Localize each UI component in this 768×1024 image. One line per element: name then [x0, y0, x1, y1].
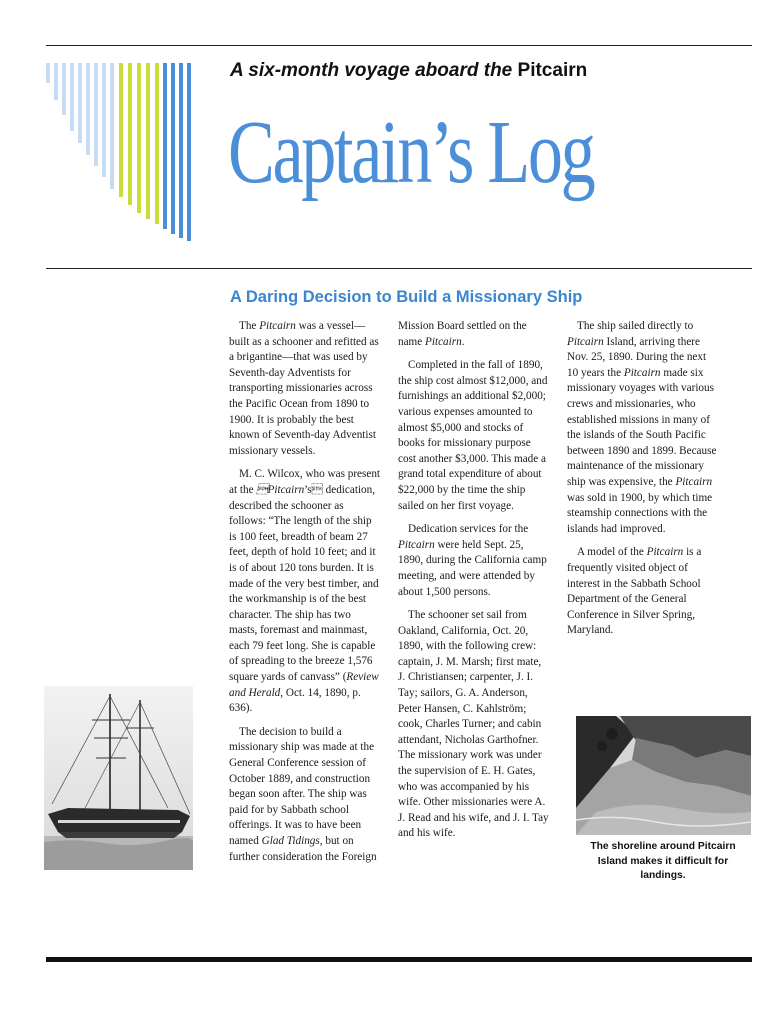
- top-rule: [46, 45, 752, 46]
- paragraph: Dedication services for the Pitcairn were held Sept. 25, 1890, during the California camp meeting, and were attended by about 1,500 persons.: [398, 523, 547, 598]
- stripe: [46, 63, 50, 83]
- paragraph: The decision to build a missionary ship was made at the General Conference session of October 1889, and construction began soon after. The ship was paid for by Sabbath school offerings. It was to have been named Glad Tidings, but on further consideration the Foreign: [229, 725, 377, 863]
- paragraph: Mission Board settled on the name Pitcairn.: [398, 320, 527, 348]
- kicker-ship-name: Pitcairn: [517, 60, 588, 81]
- stripe: [54, 63, 58, 100]
- article-column-3: [567, 319, 719, 647]
- article-column-1: [229, 319, 381, 873]
- page-title: Captain’s Log: [228, 103, 594, 202]
- stripe: [128, 63, 132, 205]
- stripe: [187, 63, 191, 241]
- stripe: [86, 63, 90, 155]
- stripe: [110, 63, 114, 189]
- island-photo-illustration: [576, 716, 751, 835]
- stripe: [137, 63, 141, 213]
- stripe: [78, 63, 82, 143]
- photo-island: [576, 716, 751, 835]
- stripe: [70, 63, 74, 131]
- paragraph: The ship sailed directly to Pitcairn Island, arriving there Nov. 25, 1890. During the next 10 years the Pitcairn made six missionary voyages with various crews and missionaries, who established missions in many of the islands of the South Pacific between 1890 and 1899. Because maintenance of the missionary ship was expensive, the Pitcairn was sold in 1900, by which time steamship connections with the islands had improved.: [567, 320, 717, 535]
- paragraph: M. C. Wilcox, who was present at the Pitcairn’s dedication, described the schooner as follows: “The length of the ship is 100 feet, breadth of beam 27 feet, depth of hold 10 feet; and it is of about 120 tons burden. It is made of the very best timber, and the workmanship is of the best character. The ship has two masts, foremast and mainmast, each 79 feet long. She is capable of spreading to the breeze 1,576 square yards of canvass” (Review and Herald, Oct. 14, 1890, p. 636).: [229, 468, 381, 715]
- middle-rule: [46, 268, 752, 269]
- stripe: [119, 63, 123, 197]
- stripe: [171, 63, 175, 234]
- article-column-2: [398, 319, 550, 850]
- section-heading: A Daring Decision to Build a Missionary Ship: [230, 288, 583, 306]
- stripe: [163, 63, 167, 229]
- stripe: [62, 63, 66, 115]
- ship-photo-illustration: [44, 686, 193, 870]
- kicker: [230, 60, 587, 82]
- photo-ship: [44, 686, 193, 870]
- kicker-lead: A six-month voyage aboard the: [230, 60, 513, 81]
- stripe: [155, 63, 159, 224]
- paragraph: The schooner set sail from Oakland, California, Oct. 20, 1890, with the following crew: captain, J. M. Marsh; first mate, J. Christiansen; carpenter, J. I. Tay; sailors, G. A. Anderson, Peter Hansen, C. Kahlström; cook, Charles Turner; and cabin attendant, Nicholas Garthofner. The missionary work was under the supervision of E. H. Gates, who was accompanied by his wife. Other missionaries were A. J. Read and his wife, and J. I. Tay and his wife.: [398, 609, 549, 840]
- paragraph: The Pitcairn was a vessel—built as a schooner and refitted as a brigantine—that was used by Seventh-day Adventists for transporting missionaries across the Pacific Ocean from 1890 to 1900. It is probably the best known of Seventh-day Adventist missionary vessels.: [229, 320, 379, 457]
- stripe: [179, 63, 183, 238]
- paragraph: A model of the Pitcairn is a frequently visited object of interest in the Sabbath School Department of the General Conference in Silver Spring, Maryland.: [567, 546, 702, 637]
- stripe: [146, 63, 150, 219]
- stripe: [94, 63, 98, 166]
- stripe: [102, 63, 106, 177]
- paragraph: Completed in the fall of 1890, the ship cost almost $12,000, and furnishings an additional $2,000; various expenses amounted to almost $5,000 and stocks of books for missionary purpose cost another $3,000. This made a grand total expenditure of about $22,000 by the time the ship sailed on her first voyage.: [398, 359, 548, 512]
- bottom-rule: [46, 957, 752, 962]
- photo-caption: The shoreline around Pitcairn Island makes it difficult for landings.: [590, 841, 736, 881]
